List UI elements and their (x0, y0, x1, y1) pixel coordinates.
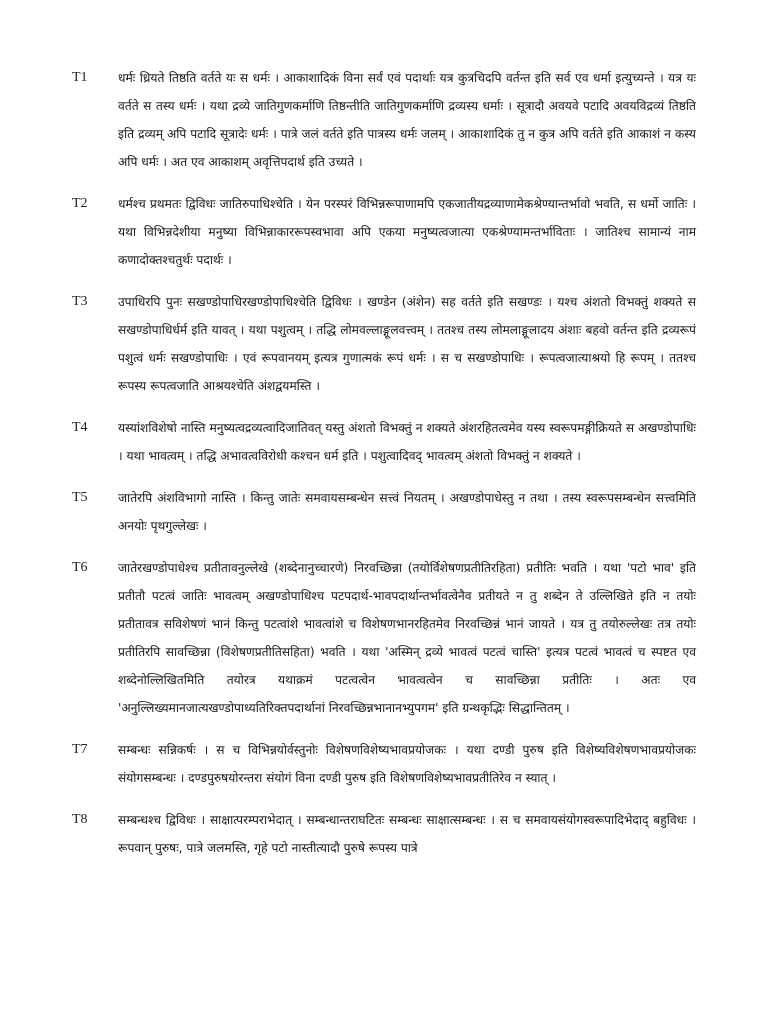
paragraph-t7 (72, 736, 696, 792)
paragraph-label: T1 (72, 70, 88, 85)
paragraph-t1 (72, 64, 696, 176)
paragraph-label: T2 (72, 196, 88, 211)
paragraph-t4 (72, 414, 696, 470)
paragraph-label: T6 (72, 560, 88, 575)
paragraph-text: यस्यांशविशेषो नास्ति मनुष्यत्वद्रव्यत्वादिजातिवत् यस्तु अंशतो विभक्तुं न शक्यते अंशरहितत्वमेव यस्य स्वरूपमङ्गीक्रियते स अखण्डोपाधिः । यथा भावत्वम् । तद्धि अभावत्वविरोधी कश्चन धर्म इति । पशुत्वादिवद् भावत्वम् अंशतो विभक्तुं न शक्यते । (118, 421, 696, 463)
paragraph-label: T3 (72, 294, 88, 309)
paragraph-t2 (72, 190, 696, 274)
paragraph-t5 (72, 484, 696, 540)
paragraph-label: T7 (72, 742, 88, 757)
paragraph-label: T4 (72, 420, 88, 435)
paragraph-text: धर्मः ध्रियते तिष्ठति वर्तते यः स धर्मः । आकाशादिकं विना सर्वं एवं पदार्थाः यत्र कुत्रचिदपि वर्तन्त इति सर्व एव धर्मा इत्युच्यन्ते । यत्र यः वर्तते स तस्य धर्मः । यथा द्रव्ये जातिगुणकर्माणि तिष्ठन्तीति जातिगुणकर्माणि द्रव्यस्य धर्माः । सूत्रादौ अवयवे पटादि अवयविद्रव्यं तिष्ठति इति द्रव्यम् अपि पटादि सूत्रादेः धर्मः । पात्रे जलं वर्तते इति पात्रस्य धर्मः जलम् । आकाशादिकं तु न कुत्र अपि वर्तते इति आकाशं न कस्य अपि धर्मः । अत एव आकाशम् अवृत्तिपदार्थ इति उच्यते । (118, 71, 696, 169)
paragraph-t3 (72, 288, 696, 400)
paragraph-text: जातेरपि अंशविभागो नास्ति । किन्तु जातेः समवायसम्बन्धेन सत्त्वं नियतम् । अखण्डोपाधेस्तु न तथा । तस्य स्वरूपसम्बन्धेन सत्त्वमिति अनयोः पृथगुल्लेखः । (118, 491, 696, 533)
paragraph-t8 (72, 806, 696, 862)
paragraph-text: धर्मश्च प्रथमतः द्विविधः जातिरुपाधिश्चेति । येन परस्परं विभिन्नरूपाणामपि एकजातीयद्रव्याणामेकश्रेण्यान्तर्भावो भवति, स धर्मो जातिः । यथा विभिन्नदेशीया मनुष्या विभिन्नाकाररूपस्वभावा अपि एकया मनुष्यत्वजात्या एकश्रेण्यामन्तर्भाविताः । जातिश्च सामान्यं नाम कणादोक्तश्चतुर्थः पदार्थः । (118, 197, 696, 267)
paragraph-t6 (72, 554, 696, 722)
paragraph-text: जातेरखण्डोपाधेश्च प्रतीतावनुल्लेखे (शब्देनानुच्चारणे) निरवच्छिन्ना (तयोर्विशेषणप्रतीतिरहिता) प्रतीतिः भवति । यथा 'पटो भाव' इति प्रतीतौ पटत्वं जातिः भावत्वम् अखण्डोपाधिश्च पटपदार्थ-भावपदार्थान्तर्भावत्वेनैव प्रतीयते न तु शब्देन ते उल्लिखिते इति न तयोः प्रतीतावत्र सविशेषणं भानं किन्तु पटत्वांशे भावत्वांशे च विशेषणभानरहितमेव निरवच्छिन्नं भानं जायते । यत्र तु तयोरुल्लेखः तत्र तयोः प्रतीतिरपि सावच्छिन्ना (विशेषणप्रतीतिसहिता) भवति । यथा 'अस्मिन् द्रव्ये भावत्वं पटत्वं चास्ति' इत्यत्र पटत्वं भावत्वं च स्पष्टत एव शब्देनोल्लिखितमिति तयोरत्र यथाक्रमं पटत्वत्वेन भावत्वत्वेन च सावच्छिन्ना प्रतीतिः । अतः एव 'अनुल्लिख्यमानजात्यखण्डोपाध्यतिरिक्तपदार्थानां निरवच्छिन्नभानानभ्युपगम' इति ग्रन्थकृद्भिः सिद्धान्तितम् । (118, 561, 696, 715)
paragraph-label: T5 (72, 490, 88, 505)
paragraph-label: T8 (72, 812, 88, 827)
paragraph-text: सम्बन्धश्च द्विविधः । साक्षात्परम्पराभेदात् । सम्बन्धान्तराघटितः सम्बन्धः साक्षात्सम्बन्धः । स च समवायसंयोगस्वरूपादिभेदाद् बहुविधः । रूपवान् पुरुषः, पात्रे जलमस्ति, गृहे पटो नास्तीत्यादौ पुरुषे रूपस्य पात्रे (118, 813, 696, 855)
paragraph-text: सम्बन्धः सन्निकर्षः । स च विभिन्नयोर्वस्तुनोः विशेषणविशेष्यभावप्रयोजकः । यथा दण्डी पुरुष इति विशेष्यविशेषणभावप्रयोजकः संयोगसम्बन्धः । दण्डपुरुषयोरन्तरा संयोगं विना दण्डी पुरुष इति विशेषणविशेष्यभावप्रतीतिरेव न स्यात् । (118, 743, 696, 785)
paragraph-text: उपाधिरपि पुनः सखण्डोपाधिरखण्डोपाधिश्चेति द्विविधः । खण्डेन (अंशेन) सह वर्तते इति सखण्डः । यश्च अंशतो विभक्तुं शक्यते स सखण्डोपाधिर्धर्म इति यावत् । यथा पशुत्वम् । तद्धि लोमवल्लाङ्गूलवत्त्वम् । ततश्च तस्य लोमलाङ्गूलादय अंशाः बहवो वर्तन्त इति द्रव्यरूपं पशुत्वं धर्मः सखण्डोपाधिः । एवं रूपवानयम् इत्यत्र गुणात्मकं रूपं धर्मः । स च सखण्डोपाधिः । रूपत्वजात्याश्रयो हि रूपम् । ततश्च रूपस्य रूपत्वजाति आश्रयश्चेति अंशद्वयमस्ति । (118, 295, 696, 393)
